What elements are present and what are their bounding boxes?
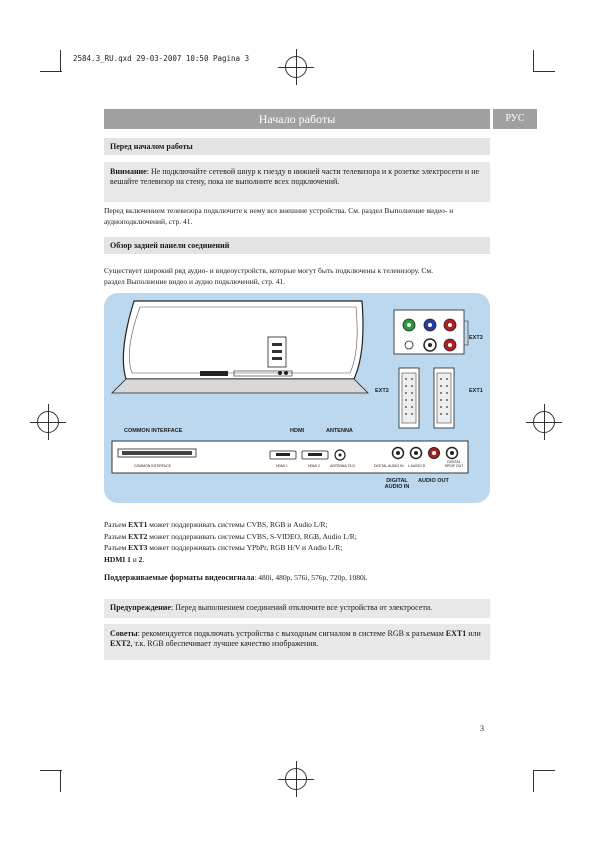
crop-mark bbox=[40, 770, 62, 771]
crop-mark bbox=[533, 770, 534, 792]
hdmi2-label: HDMI 2 bbox=[308, 464, 320, 468]
audio-out-label: AUDIO OUT bbox=[418, 478, 449, 484]
crop-mark bbox=[60, 770, 61, 792]
hdmi1-label: HDMI 1 bbox=[276, 464, 288, 468]
crop-mark bbox=[60, 50, 61, 72]
registration-mark bbox=[285, 768, 307, 790]
page-number: 3 bbox=[480, 724, 484, 733]
intro-paragraph: Перед включением телевизора подключите к нему все внешние устройства. См. раздел Выполнение видео- и аудиоподключений, стр. 41. bbox=[104, 206, 454, 226]
formats-values: : 480i, 480p, 576i, 576p, 720p, 1080i. bbox=[254, 573, 368, 582]
language-tab: РУС bbox=[493, 109, 537, 129]
caution-label: Предупреждение bbox=[110, 603, 171, 612]
digital-audio-small-label: DIGITAL AUDIO IN bbox=[374, 464, 404, 468]
registration-mark bbox=[285, 56, 307, 78]
tips-label: Советы bbox=[110, 629, 138, 638]
warning-box bbox=[104, 162, 490, 202]
section-heading-rear-panel: Обзор задней панели соединений bbox=[104, 237, 490, 254]
digital-audio-in-label: DIGITAL AUDIO IN bbox=[384, 478, 410, 491]
ext-support-list bbox=[104, 519, 490, 566]
registration-mark bbox=[533, 411, 555, 433]
hdmi-line: HDMI 1 и 2. bbox=[104, 554, 145, 564]
formats-line bbox=[104, 572, 490, 584]
crop-mark bbox=[533, 50, 534, 72]
file-slug: 2584.3_RU.qxd 29-03-2007 10:50 Pagina 3 bbox=[73, 54, 250, 63]
rear-panel-paragraph: Существует широкий ряд аудио- и видеоустройств, которые могут быть подключены к телевизору. См. раздел Выполнение видео и аудио подключений, стр. 41. bbox=[104, 266, 433, 286]
warning-label: Внимание bbox=[110, 167, 147, 176]
page-title: Начало работы bbox=[104, 109, 490, 129]
ext1-line: Разъем EXT1 может поддерживать системы CVBS, RGB и Audio L/R; bbox=[104, 520, 328, 529]
formats-label: Поддерживаемые форматы видеосигнала bbox=[104, 573, 255, 582]
section-heading-before-start: Перед началом работы bbox=[104, 138, 490, 155]
ext2-label: EXT2 bbox=[375, 388, 389, 394]
common-interface-label: COMMON INTERFACE bbox=[124, 428, 183, 434]
caution-text: : Перед выполнением соединений отключите все устройства от электросети. bbox=[170, 603, 433, 612]
ext1-label: EXT1 bbox=[469, 388, 483, 394]
crop-mark bbox=[533, 71, 555, 72]
audio-small-label: L AUDIO R bbox=[408, 464, 426, 468]
rear-panel-illustration bbox=[104, 293, 490, 503]
warning-text: : Не подключайте сетевой шнур к гнезду в нижней части телевизора и к розетке электросети и не вешайте телевизор на стену, пока не выполните всех подключений. bbox=[110, 167, 480, 187]
tips-box: Советы: рекомендуется подключать устройства с выходным сигналом в системе RGB к разъемам EXT1 или EXT2, т.к. RGB обеспечивает лучшее качество изображения. bbox=[104, 624, 490, 660]
registration-mark bbox=[37, 411, 59, 433]
ext3-label: EXT3 bbox=[469, 335, 483, 341]
ci-slot-label: COMMON INTERFACE bbox=[134, 464, 171, 468]
antenna-label: ANTENNA bbox=[326, 428, 353, 434]
crop-mark bbox=[40, 71, 62, 72]
rear-panel-diagram bbox=[104, 293, 490, 503]
ext3-line: Разъем EXT3 может поддерживать системы YPbPr, RGB H/V и Audio L/R; bbox=[104, 543, 343, 553]
caution-box bbox=[104, 599, 490, 618]
crop-mark bbox=[533, 770, 555, 771]
antenna-small-label: ANTENNA 75 Ω bbox=[330, 464, 355, 468]
spdif-label: DIGITAL SPDIF OUT bbox=[444, 460, 464, 468]
hdmi-label: HDMI bbox=[290, 428, 305, 434]
ext2-line: Разъем EXT2 может поддерживать системы CVBS, S-VIDEO, RGB, Audio L/R; bbox=[104, 531, 357, 541]
